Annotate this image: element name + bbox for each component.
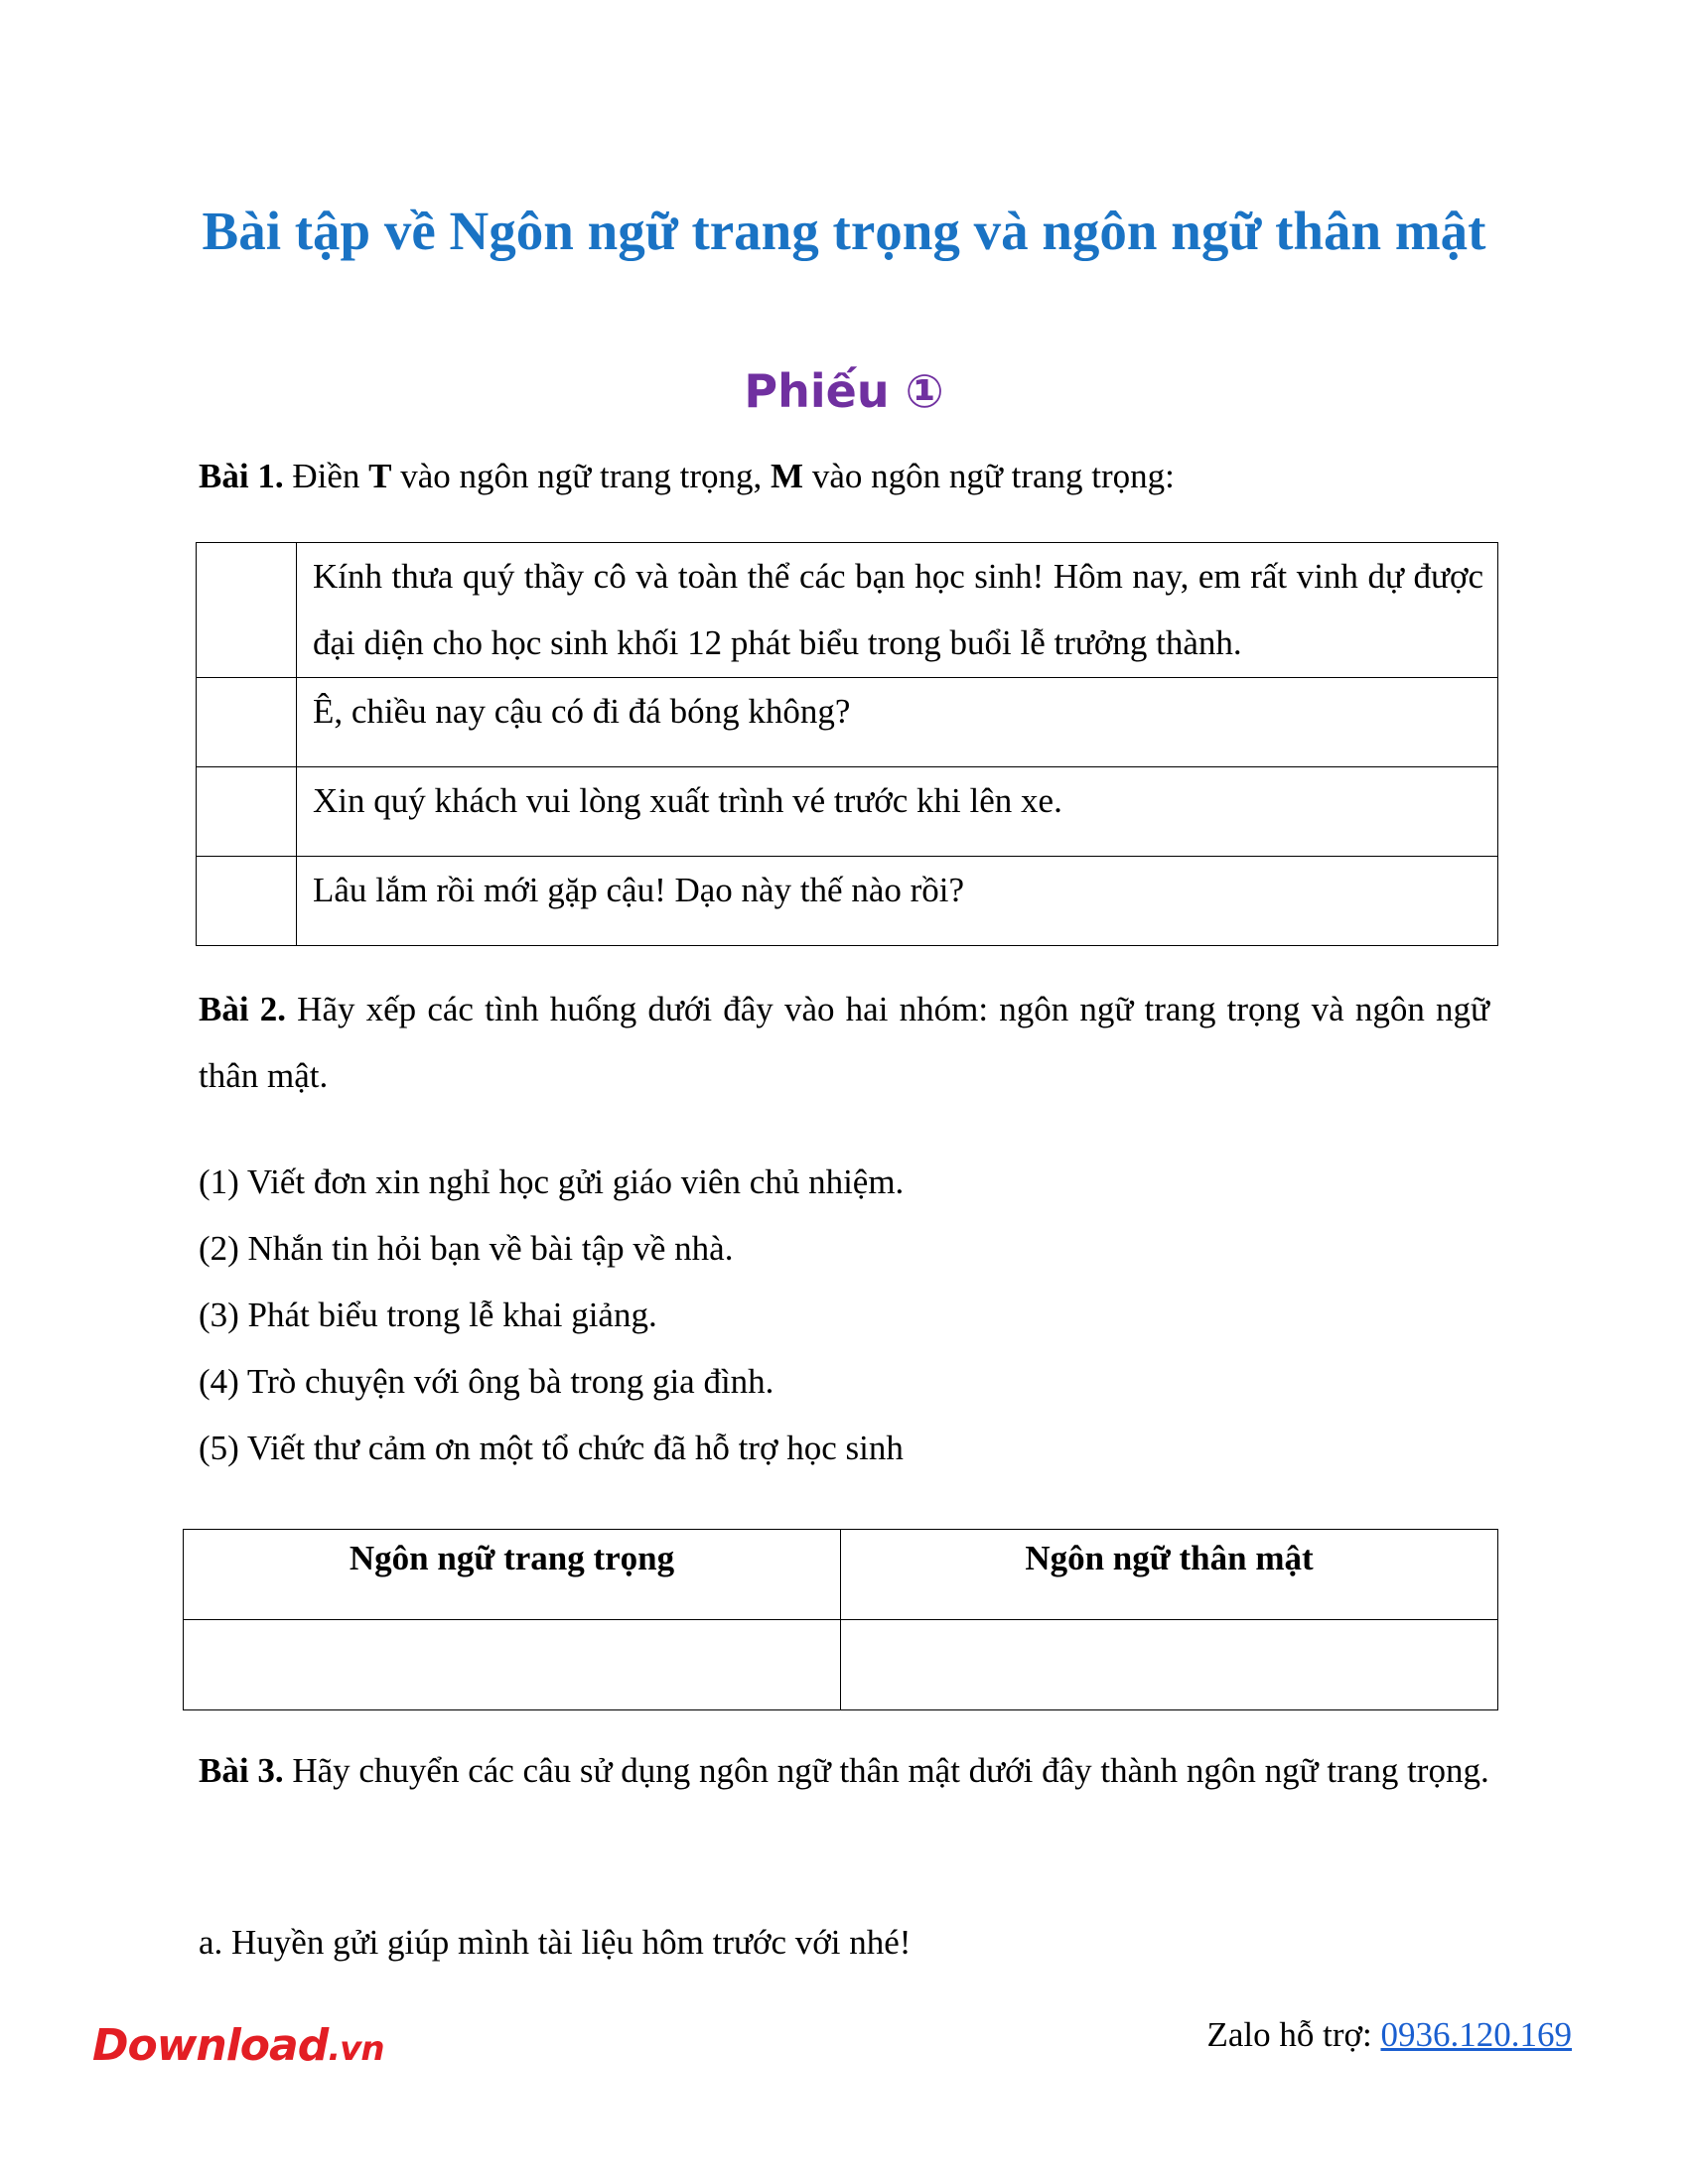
answer-cell[interactable] <box>197 857 297 946</box>
zalo-label: Zalo hỗ trợ: <box>1206 2015 1381 2054</box>
table-header-row <box>184 1530 1498 1620</box>
sentence-cell: Ê, chiều nay cậu có đi đá bóng không? <box>297 678 1498 767</box>
exercise-1-label: Bài 1. <box>199 457 284 495</box>
sentence-cell: Kính thưa quý thầy cô và toàn thể các bạn học sinh! Hôm nay, em rất vinh dự được đại diện cho học sinh khối 12 phát biểu trong buổi lễ trưởng thành. <box>297 543 1498 678</box>
list-item: (2) Nhắn tin hỏi bạn về bài tập về nhà. <box>199 1229 734 1268</box>
answer-cell[interactable] <box>184 1620 841 1710</box>
zalo-support <box>1207 2007 1573 2063</box>
list-item: (1) Viết đơn xin nghỉ học gửi giáo viên chủ nhiệm. <box>199 1162 905 1201</box>
list-item: (3) Phát biểu trong lễ khai giảng. <box>199 1296 657 1334</box>
exercise-1-instruction: Bài 1. Điền T vào ngôn ngữ trang trọng, M vào ngôn ngữ trang trọng: <box>199 457 1175 495</box>
zalo-phone-link[interactable]: 0936.120.169 <box>1380 2015 1572 2054</box>
exercise-3-instruction: Bài 3. Hãy chuyển các câu sử dụng ngôn ngữ thân mật dưới đây thành ngôn ngữ trang trọng. <box>199 1751 1489 1790</box>
sentence-cell: Xin quý khách vui lòng xuất trình vé trước khi lên xe. <box>297 767 1498 857</box>
table-row <box>197 767 1498 857</box>
download-logo[interactable]: Download.vn <box>92 2020 384 2071</box>
answer-cell[interactable] <box>197 767 297 857</box>
table-row <box>197 857 1498 946</box>
list-item: (4) Trò chuyện với ông bà trong gia đình. <box>199 1362 774 1401</box>
exercise-2-label: Bài 2. <box>199 990 286 1028</box>
list-item: (5) Viết thư cảm ơn một tổ chức đã hỗ trợ học sinh <box>199 1429 904 1467</box>
table-row <box>197 543 1498 678</box>
column-header-formal: Ngôn ngữ trang trọng <box>184 1530 841 1620</box>
answer-cell[interactable] <box>197 678 297 767</box>
exercise-1-table <box>196 542 1498 946</box>
answer-cell[interactable] <box>841 1620 1498 1710</box>
sentence-cell: Lâu lắm rồi mới gặp cậu! Dạo này thế nào rồi? <box>297 857 1498 946</box>
answer-cell[interactable] <box>197 543 297 678</box>
exercise-2-table <box>183 1529 1498 1710</box>
column-header-informal: Ngôn ngữ thân mật <box>841 1530 1498 1620</box>
exercise-3-item-a: a. Huyền gửi giúp mình tài liệu hôm trước với nhé! <box>199 1923 912 1962</box>
page-title: Bài tập về Ngôn ngữ trang trọng và ngôn ngữ thân mật <box>202 201 1486 261</box>
exercise-3-label: Bài 3. <box>199 1751 284 1790</box>
worksheet-subtitle: Phiếu ① <box>744 364 944 418</box>
exercise-2-instruction: Bài 2. Hãy xếp các tình huống dưới đây vào hai nhóm: ngôn ngữ trang trọng và ngôn ngữ thân mật. <box>199 990 1489 1095</box>
table-row <box>197 678 1498 767</box>
table-row <box>184 1620 1498 1710</box>
